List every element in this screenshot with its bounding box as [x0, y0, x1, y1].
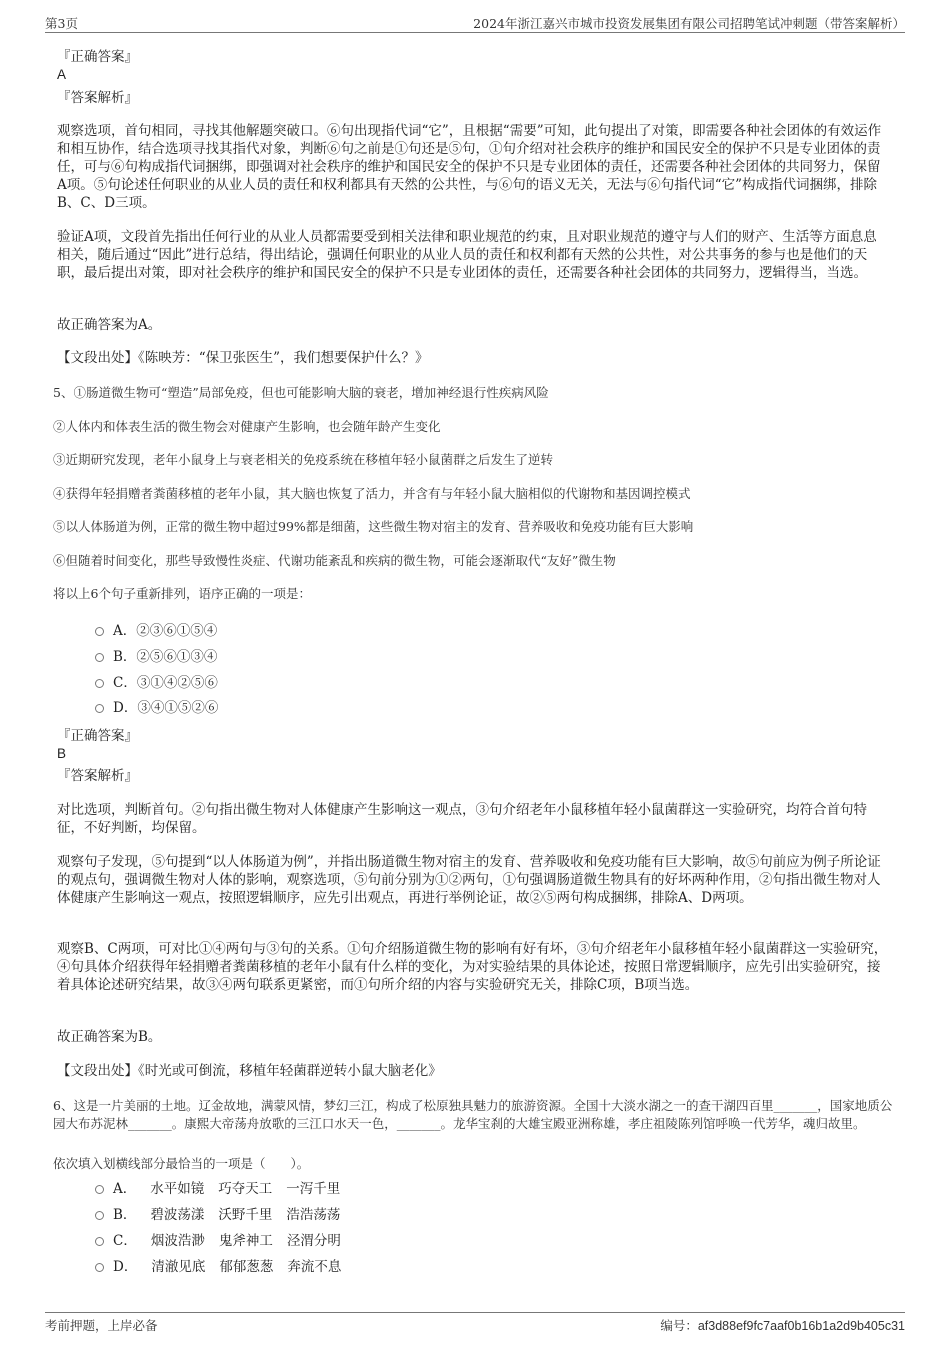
- q6-option-a[interactable]: A． 水平如镜 巧夺天工 一泻千里: [95, 1180, 340, 1198]
- document-title: 2024年浙江嘉兴市城市投资发展集团有限公司招聘笔试冲刺题（带答案解析）: [473, 16, 905, 31]
- page-number: 第3页: [45, 16, 78, 31]
- q5-source: 【文段出处】《时光或可倒流，移植年轻菌群逆转小鼠大脑老化》: [57, 1063, 442, 1079]
- q6-stem: 6、这是一片美丽的土地。辽金故地，满蒙风情，梦幻三江，构成了松原独具魅力的旅游资源。全国十大淡水湖之一的查干湖四百里_______，国家地质公园大布苏泥林_______。康熙大帝荡舟放歌的三江口水天一色，_______。龙华宝刹的大雄宝殿亚洲称雄，孝庄祖陵陈列馆呼唤一代芳华，魂归故里。: [53, 1098, 893, 1131]
- q5-sentence-2: ②人体内和体表生活的微生物会对健康产生影响，也会随年龄产生变化: [53, 419, 441, 434]
- q5-answer: B: [57, 746, 67, 761]
- q5-analysis-label: 『答案解析』: [57, 768, 138, 784]
- q5-sentence-6: ⑥但随着时间变化，那些导致慢性炎症、代谢功能紊乱和疾病的微生物，可能会逐渐取代“友好”微生物: [53, 553, 616, 568]
- q6-option-c[interactable]: C． 烟波浩渺 鬼斧神工 泾渭分明: [95, 1232, 341, 1250]
- q5-analysis-p1: 对比选项，判断首句。②句指出微生物对人体健康产生影响这一观点，③句介绍老年小鼠移植年轻小鼠菌群这一实验研究，均符合首句特征，不好判断，均保留。: [57, 802, 867, 836]
- q4-conclusion: 故正确答案为A。: [57, 317, 162, 333]
- q5-conclusion: 故正确答案为B。: [57, 1029, 162, 1045]
- q6-prompt: 依次填入划横线部分最恰当的一项是（ ）。: [53, 1156, 310, 1171]
- radio-icon[interactable]: [95, 653, 104, 662]
- radio-icon[interactable]: [95, 1263, 104, 1272]
- page-footer: [45, 1312, 905, 1333]
- q5-option-b[interactable]: B．②⑤⑥①③④: [95, 648, 217, 666]
- q6-option-b[interactable]: B． 碧波荡漾 沃野千里 浩浩荡荡: [95, 1206, 340, 1224]
- q4-answer-label: 『正确答案』: [57, 49, 138, 65]
- q5-option-d[interactable]: D．③④①⑤②⑥: [95, 699, 218, 717]
- radio-icon[interactable]: [95, 679, 104, 688]
- q6-option-d[interactable]: D． 清澈见底 郁郁葱葱 奔流不息: [95, 1258, 341, 1276]
- document-id: 编号：af3d88ef9fc7aaf0b16b1a2d9b405c31: [660, 1319, 905, 1333]
- q5-stem: 5、①肠道微生物可“塑造”局部免疫，但也可能影响大脑的衰老，增加神经退行性疾病风险: [53, 385, 549, 400]
- radio-icon[interactable]: [95, 704, 104, 713]
- q5-prompt: 将以上6个句子重新排列，语序正确的一项是：: [53, 586, 311, 601]
- page-header: [45, 14, 905, 33]
- q5-sentence-5: ⑤以人体肠道为例，正常的微生物中超过99%都是细菌，这些微生物对宿主的发育、营养吸收和免疫功能有巨大影响: [53, 519, 694, 534]
- q5-option-c[interactable]: C．③①④②⑤⑥: [95, 674, 218, 692]
- q4-analysis-p1: 观察选项，首句相同，寻找其他解题突破口。⑥句出现指代词“它”，且根据“需要”可知，此句提出了对策，即需要各种社会团体的有效运作和相互协作，结合选项寻找其指代对象，判断⑥句之前是①句还是⑤句，①句介绍对社会秩序的维护和国民安全的保护不只是专业团体的责任，可与⑥句构成指代词捆绑，即强调对社会秩序的维护和国民安全的保护不只是专业团体的责任，还需要各种社会团体的共同努力，保留A项。⑤句论述任何职业的从业人员的责任和权利都具有天然的公共性，与⑥句的语义无关，无法与⑥句指代词“它”构成指代词捆绑，排除B、C、D三项。: [57, 123, 882, 211]
- radio-icon[interactable]: [95, 1185, 104, 1194]
- q4-analysis-label: 『答案解析』: [57, 90, 138, 106]
- q5-analysis-p3: 观察B、C两项，可对比①④两句与③句的关系。①句介绍肠道微生物的影响有好有坏，③句介绍老年小鼠移植年轻小鼠菌群这一实验研究，④句具体介绍获得年轻捐赠者粪菌移植的老年小鼠有什么样的变化，为对实验结果的具体论述，按照日常逻辑顺序，应先引出实验研究，接着具体论述研究结果，故③④两句联系更紧密，而①句所介绍的内容与实验研究无关，排除C项，B项当选。: [57, 941, 888, 993]
- q5-sentence-4: ④获得年轻捐赠者粪菌移植的老年小鼠，其大脑也恢复了活力，并含有与年轻小鼠大脑相似的代谢物和基因调控模式: [53, 486, 691, 501]
- radio-icon[interactable]: [95, 1237, 104, 1246]
- q5-analysis-p2: 观察句子发现，⑤句提到“以人体肠道为例”，并指出肠道微生物对宿主的发育、营养吸收和免疫功能有巨大影响，故⑤句前应为例子所论证的观点句，强调微生物对人体的影响，观察选项，⑤句前分别为①②两句，①句强调肠道微生物具有的好坏两种作用，②句指出微生物对人体健康产生影响这一观点，按照逻辑顺序，应先引出观点，再进行举例论证，故②⑤两句构成捆绑，排除A、D两项。: [57, 854, 881, 906]
- q5-answer-label: 『正确答案』: [57, 728, 138, 744]
- q4-answer: A: [57, 67, 67, 82]
- q5-option-a[interactable]: A．②③⑥①⑤④: [95, 622, 217, 640]
- q5-sentence-3: ③近期研究发现，老年小鼠身上与衰老相关的免疫系统在移植年轻小鼠菌群之后发生了逆转: [53, 452, 554, 467]
- footer-slogan: 考前押题，上岸必备: [45, 1318, 158, 1333]
- q4-source: 【文段出处】《陈映芳：“保卫张医生”，我们想要保护什么？》: [57, 350, 429, 366]
- q4-analysis-p2: 验证A项，文段首先指出任何行业的从业人员都需要受到相关法律和职业规范的约束，且对职业规范的遵守与人们的财产、生活等方面息息相关，随后通过“因此”进行总结，得出结论，强调任何职业的从业人员的责任和权利都有天然的公共性，对公共事务的参与也是他们的天职，最后提出对策，即对社会秩序的维护和国民安全的保护不只是专业团体的责任，还需要各种社会团体的共同努力，逻辑得当，当选。: [57, 229, 877, 281]
- radio-icon[interactable]: [95, 1211, 104, 1220]
- radio-icon[interactable]: [95, 627, 104, 636]
